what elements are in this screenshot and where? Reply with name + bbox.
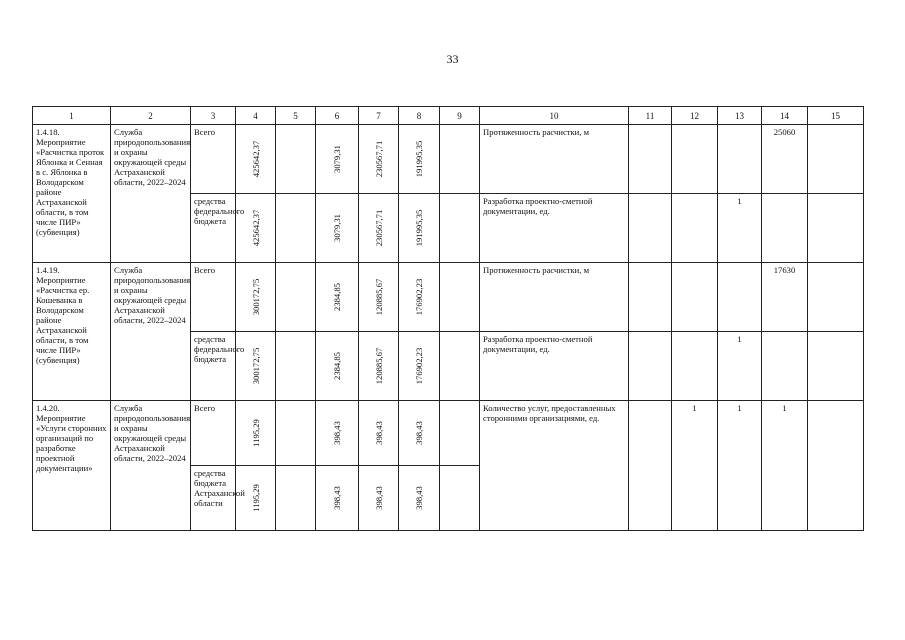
amount-col8: 191995,35 — [414, 140, 424, 178]
program-table — [32, 106, 864, 531]
col-header: 12 — [672, 107, 718, 125]
value-col15 — [808, 125, 864, 194]
table-row — [33, 125, 864, 194]
executor: Служба природопользования и охраны окружающей среды Астраханской области, 2022–2024 — [111, 263, 191, 401]
amount-col6: 3079,31 — [332, 145, 342, 173]
table-row — [33, 401, 864, 466]
amount-col6: 2384,85 — [332, 352, 342, 380]
amount-total: 300172,75 — [250, 347, 261, 385]
col-header: 3 — [191, 107, 236, 125]
amount-col7: 230567,71 — [373, 209, 384, 247]
indicator: Разработка проектно-сметной документации, ед. — [480, 194, 629, 263]
amount-col8: 398,43 — [414, 421, 424, 445]
value-col13: 1 — [718, 332, 762, 401]
value-col14 — [762, 332, 808, 401]
amount-col8: 191995,35 — [414, 209, 424, 247]
col-header: 8 — [399, 107, 440, 125]
amount-total: 425642,37 — [250, 209, 261, 247]
indicator: Разработка проектно-сметной документации, ед. — [480, 332, 629, 401]
col-header: 9 — [440, 107, 480, 125]
amount-total: 425642,37 — [250, 140, 261, 178]
amount-col6: 398,43 — [332, 421, 342, 445]
value-col15 — [808, 263, 864, 332]
col-header: 15 — [808, 107, 864, 125]
value-col14 — [762, 194, 808, 263]
value-col11 — [629, 194, 672, 263]
page-number: 33 — [446, 52, 459, 66]
col-header: 7 — [359, 107, 399, 125]
value-col12 — [672, 125, 718, 194]
value-col12 — [672, 332, 718, 401]
col-header: 11 — [629, 107, 672, 125]
value-col15 — [808, 194, 864, 263]
amount-col7: 120885,67 — [373, 278, 384, 316]
amount-col6: 2384,85 — [332, 283, 342, 311]
value-col13 — [718, 125, 762, 194]
event-name: 1.4.18. Мероприятие «Расчистка проток Яблонка и Сенная в с. Яблонка в Володарском районе Астраханской области, в том числе ПИР» (субвенция) — [33, 125, 111, 263]
value-col14: 17630 — [762, 263, 808, 332]
col-header: 1 — [33, 107, 111, 125]
funding-source: средства бюджета Астраханской области — [191, 466, 236, 531]
value-col11 — [629, 263, 672, 332]
indicator: Протяженность расчистки, м — [480, 125, 629, 194]
amount-total: 1195,29 — [250, 484, 261, 512]
funding-source: Всего — [191, 401, 236, 466]
col-header: 2 — [111, 107, 191, 125]
col-header: 6 — [316, 107, 359, 125]
amount-total: 1195,29 — [250, 419, 261, 447]
value-col11 — [629, 401, 672, 531]
col-header: 5 — [276, 107, 316, 125]
amount-col7: 120885,67 — [373, 347, 384, 385]
amount-col7: 398,43 — [373, 486, 384, 510]
value-col13: 1 — [718, 401, 762, 531]
value-col15 — [808, 332, 864, 401]
value-col11 — [629, 332, 672, 401]
amount-col7: 398,43 — [373, 421, 384, 445]
indicator: Количество услуг, предоставленных сторонними организациями, ед. — [480, 401, 629, 531]
value-col13 — [718, 263, 762, 332]
value-col13: 1 — [718, 194, 762, 263]
col-header: 10 — [480, 107, 629, 125]
value-col12 — [672, 263, 718, 332]
amount-col8: 398,43 — [414, 486, 424, 510]
event-name: 1.4.19. Мероприятие «Расчистка ер. Кошеванка в Володарском районе Астраханской области, в том числе ПИР» (субвенция) — [33, 263, 111, 401]
value-col11 — [629, 125, 672, 194]
indicator: Протяженность расчистки, м — [480, 263, 629, 332]
funding-source: средства федерального бюджета — [191, 194, 236, 263]
header-row — [33, 107, 864, 125]
funding-source: Всего — [191, 263, 236, 332]
executor: Служба природопользования и охраны окружающей среды Астраханской области, 2022–2024 — [111, 401, 191, 531]
amount-col8: 176902,23 — [414, 278, 424, 316]
value-col12 — [672, 194, 718, 263]
amount-col6: 398,43 — [332, 486, 342, 510]
value-col14: 1 — [762, 401, 808, 531]
amount-col6: 3079,31 — [332, 214, 342, 242]
value-col12: 1 — [672, 401, 718, 531]
amount-col7: 230567,71 — [373, 140, 384, 178]
table-row — [33, 263, 864, 332]
executor: Служба природопользования и охраны окружающей среды Астраханской области, 2022–2024 — [111, 125, 191, 263]
value-col14: 25060 — [762, 125, 808, 194]
event-name: 1.4.20. Мероприятие «Услуги сторонних организаций по разработке проектной документации» — [33, 401, 111, 531]
funding-source: средства федерального бюджета — [191, 332, 236, 401]
col-header: 14 — [762, 107, 808, 125]
value-col15 — [808, 401, 864, 531]
col-header: 4 — [236, 107, 276, 125]
amount-total: 300172,75 — [250, 278, 261, 316]
amount-col8: 176902,23 — [414, 347, 424, 385]
col-header: 13 — [718, 107, 762, 125]
funding-source: Всего — [191, 125, 236, 194]
